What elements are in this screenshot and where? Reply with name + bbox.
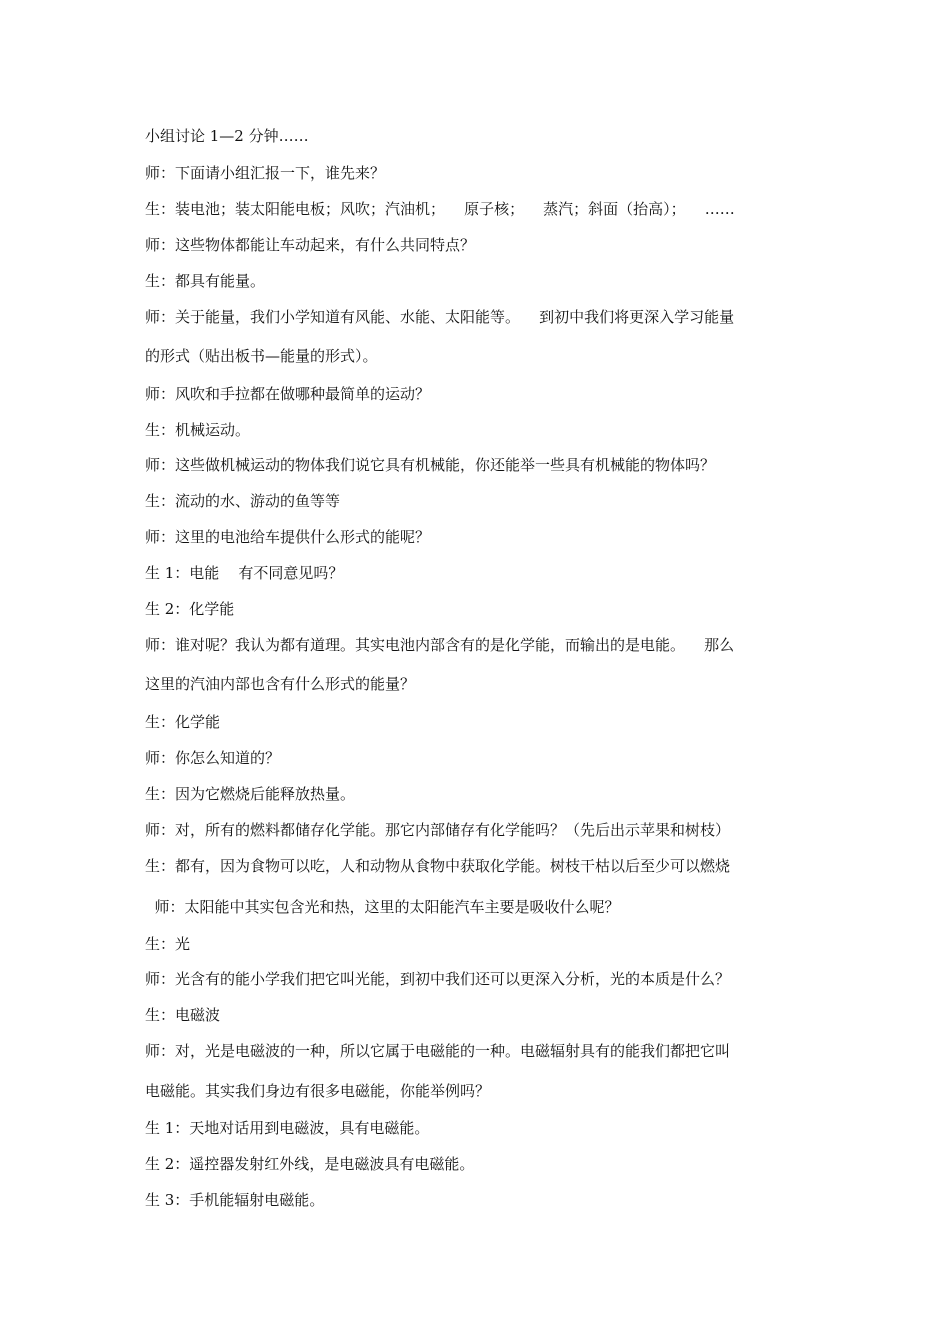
- text-line: 这里的汽油内部也含有什么形式的能量？: [145, 675, 416, 693]
- text-line: 生：化学能: [145, 713, 221, 731]
- text-line: 生 2：遥控器发射红外线，是电磁波具有电磁能。: [145, 1155, 475, 1173]
- text-line: 师：光含有的能小学我们把它叫光能，到初中我们还可以更深入分析，光的本质是什么？: [145, 970, 731, 988]
- text-line: 生：都有，因为食物可以吃，人和动物从食物中获取化学能。树枝干枯以后至少可以燃烧: [145, 857, 731, 875]
- text-line: 生 3：手机能辐射电磁能。: [145, 1191, 325, 1209]
- text-line: 生：都具有能量。: [145, 272, 266, 290]
- text-line: 生 2：化学能: [145, 600, 235, 618]
- text-line: 生 1：电能 有不同意见吗？: [145, 564, 344, 582]
- text-line: 师：谁对呢？我认为都有道理。其实电池内部含有的是化学能，而输出的是电能。 那么: [145, 636, 735, 654]
- text-line: 师：对，光是电磁波的一种，所以它属于电磁能的一种。电磁辐射具有的能我们都把它叫: [145, 1042, 731, 1060]
- text-line: 师：对，所有的燃料都储存化学能。那它内部储存有化学能吗？（先后出示苹果和树枝）: [145, 821, 731, 839]
- text-line: 的形式（贴出板书—能量的形式）。: [145, 347, 378, 365]
- text-line: 师：这些做机械运动的物体我们说它具有机械能，你还能举一些具有机械能的物体吗？: [145, 456, 716, 474]
- text-line: 小组讨论 1—2 分钟……: [145, 127, 309, 145]
- text-line: 师：下面请小组汇报一下，谁先来？: [145, 164, 386, 182]
- text-line: 师：这里的电池给车提供什么形式的能呢？: [145, 528, 431, 546]
- text-line: 生：装电池；装太阳能电板；风吹；汽油机； 原子核； 蒸汽；斜面（抬高）； ……: [145, 200, 735, 218]
- text-line: 师：太阳能中其实包含光和热，这里的太阳能汽车主要是吸收什么呢？: [145, 898, 620, 916]
- text-line: 生：光: [145, 935, 191, 953]
- text-line: 生 1：天地对话用到电磁波，具有电磁能。: [145, 1119, 430, 1137]
- text-line: 生：流动的水、游动的鱼等等: [145, 492, 341, 510]
- text-line: 师：这些物体都能让车动起来，有什么共同特点？: [145, 236, 476, 254]
- text-line: 师：你怎么知道的？: [145, 749, 281, 767]
- text-line: 生：机械运动。: [145, 421, 251, 439]
- text-line: 师：关于能量，我们小学知道有风能、水能、太阳能等。 到初中我们将更深入学习能量: [145, 308, 735, 326]
- text-line: 生：因为它燃烧后能释放热量。: [145, 785, 356, 803]
- text-line: 师：风吹和手拉都在做哪种最简单的运动？: [145, 385, 431, 403]
- text-line: 生：电磁波: [145, 1006, 221, 1024]
- text-line: 电磁能。其实我们身边有很多电磁能，你能举例吗？: [145, 1082, 491, 1100]
